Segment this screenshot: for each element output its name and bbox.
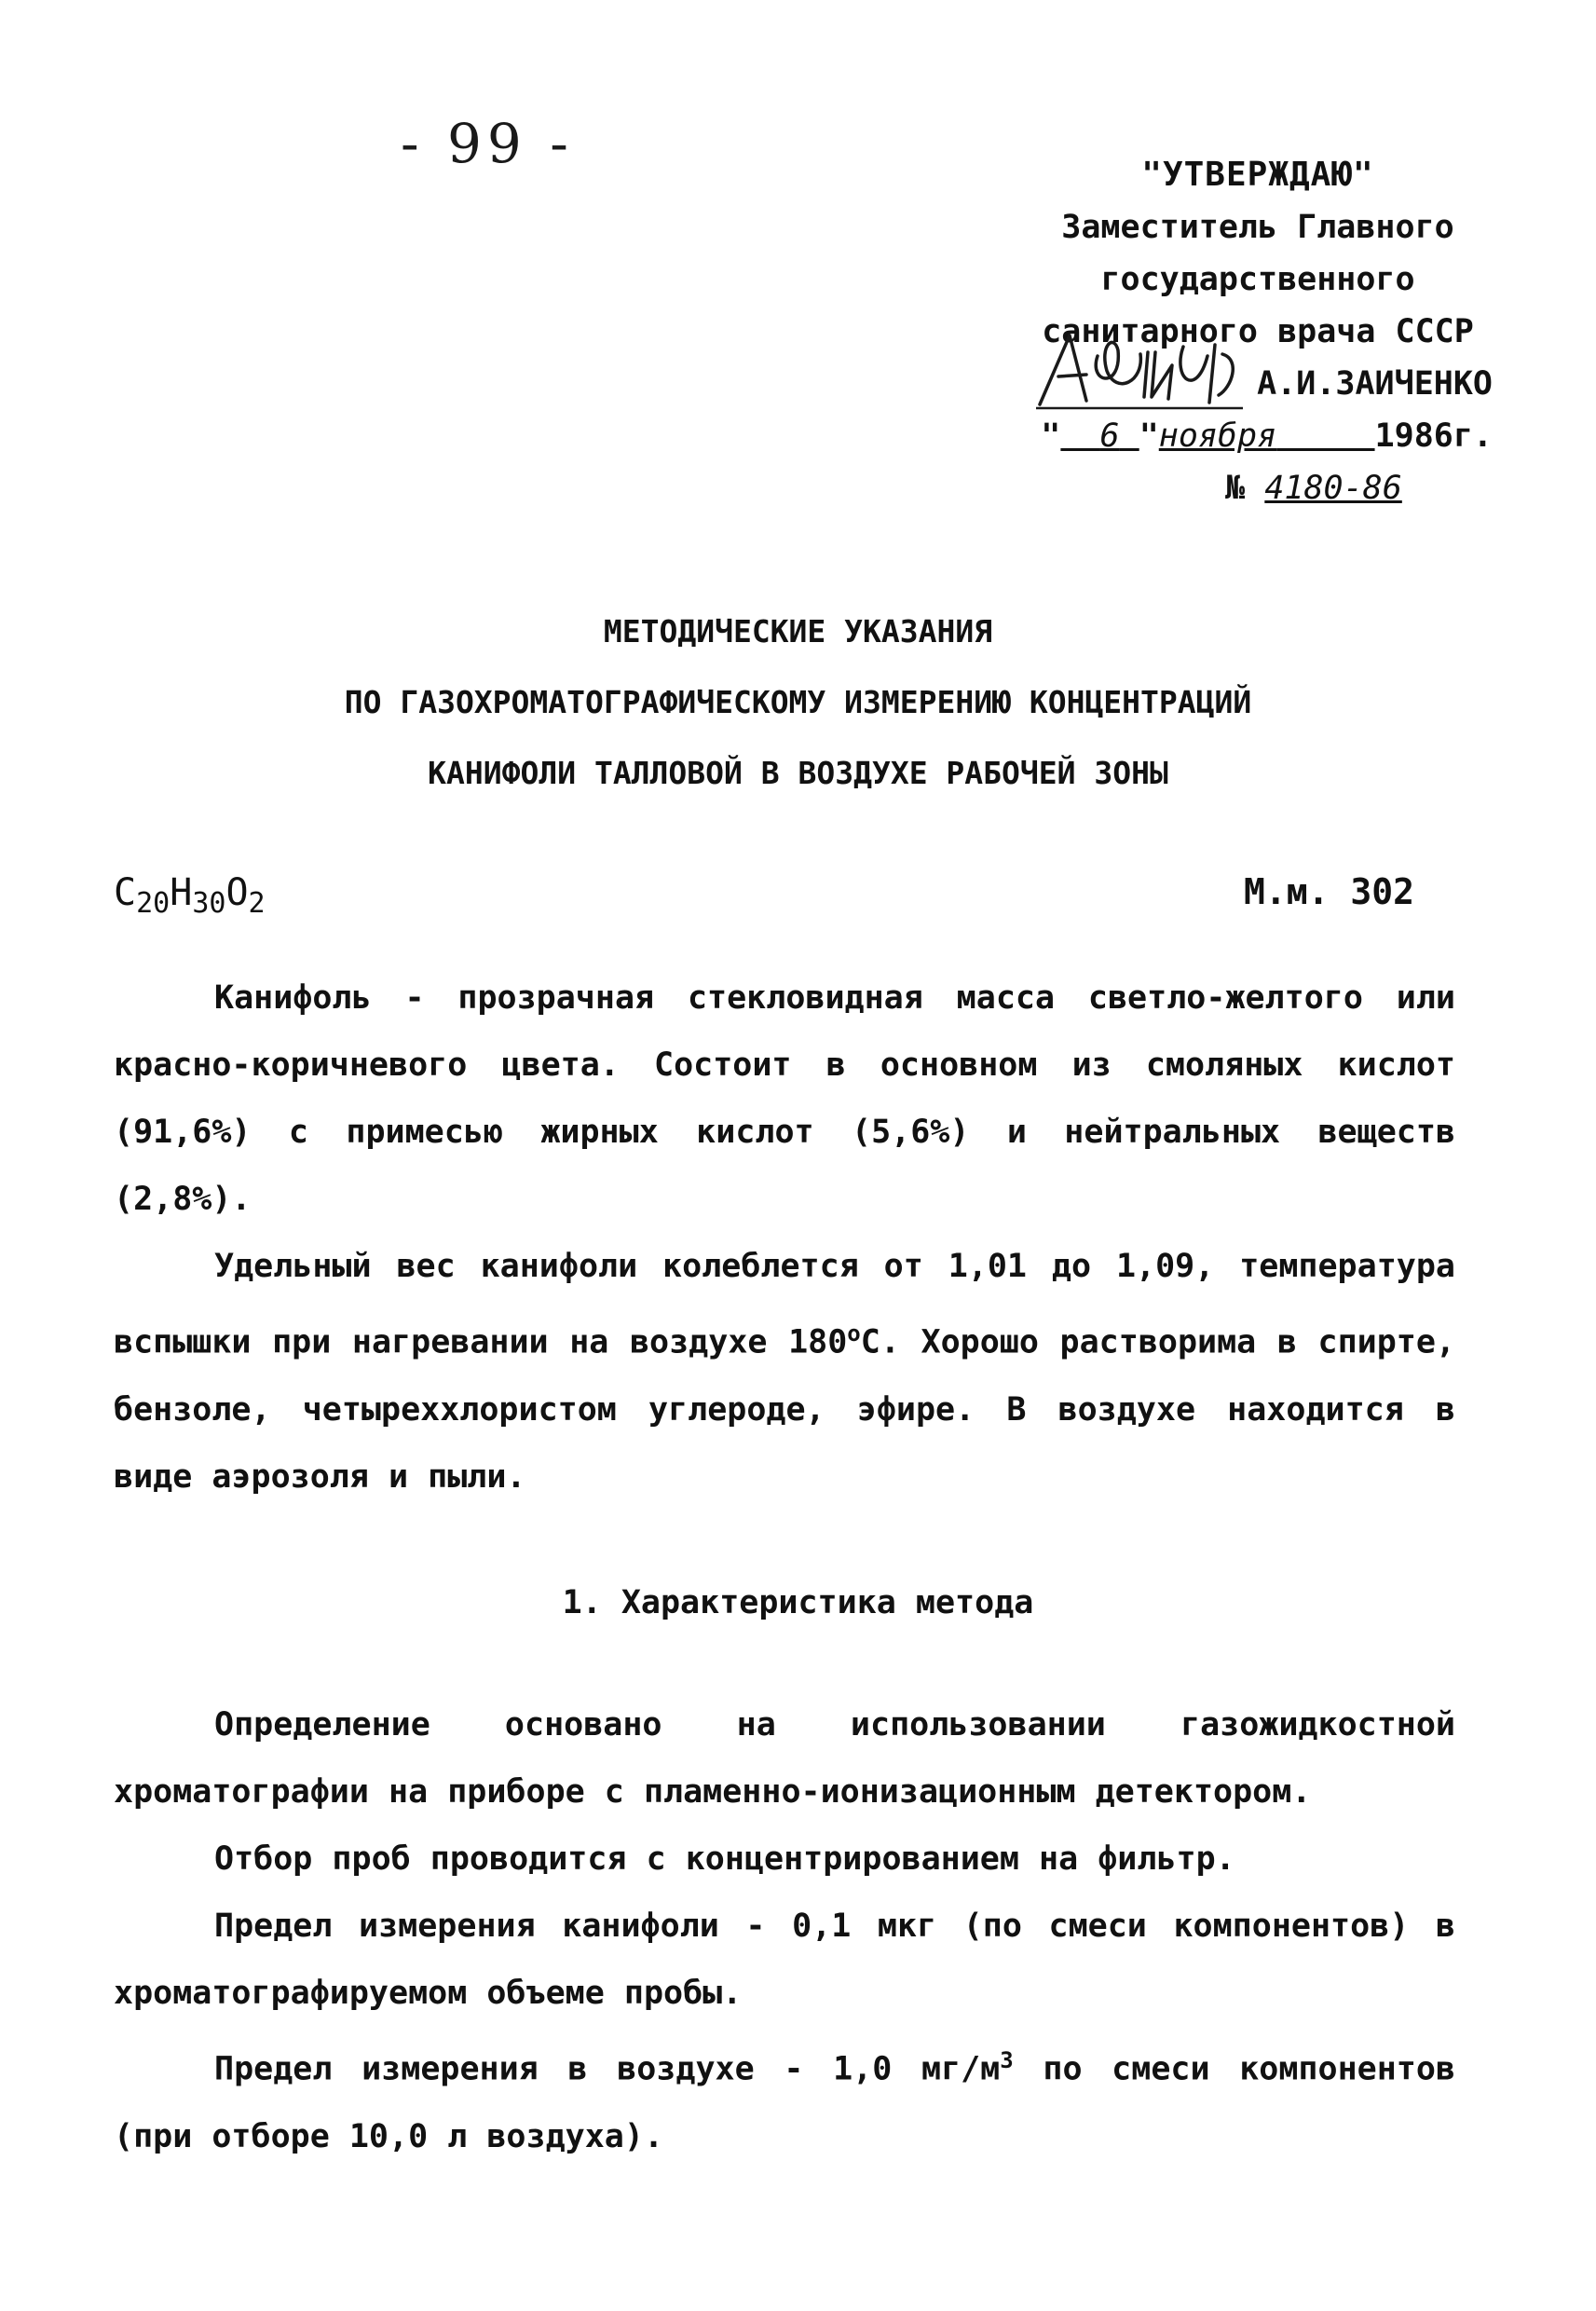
title-line-3: КАНИФОЛИ ТАЛЛОВОЙ В ВОЗДУХЕ РАБОЧЕЙ ЗОНЫ [428, 755, 1168, 791]
date-year: 1986г. [1374, 417, 1493, 455]
date-mid-quote: " [1139, 417, 1159, 455]
title-line-2: ПО ГАЗОХРОМАТОГРАФИЧЕСКОМУ ИЗМЕРЕНИЮ КОНЦЕНТРАЦИЙ [344, 684, 1252, 720]
signature-line [1016, 358, 1500, 410]
number-value: 4180-86 [1264, 470, 1402, 507]
intro-paragraph-2: Удельный вес канифоли колеблется от 1,01 до 1,09, температура вспышки при нагревании на воздухе $180^оС$. Хорошо растворима в спирте, бензоле, четыреххлористом углероде, эфире. В воздухе находится в виде аэрозоля и пыли. [114, 1248, 1456, 1496]
molecular-mass: М.м. 302 [1244, 871, 1415, 912]
approval-date [1016, 410, 1500, 462]
handwritten-signature [1032, 328, 1247, 417]
date-open-quote: " [1041, 417, 1061, 455]
section-heading: 1. Характеристика метода [562, 1584, 1034, 1621]
approval-number [1016, 462, 1500, 514]
method-paragraph-1: Определение основано на использовании газожидкостной хроматографии на приборе с пламенно-ионизационным детектором. [114, 1706, 1455, 1811]
document-title [0, 596, 1596, 809]
approval-stamp [1016, 149, 1500, 514]
title-line-1: МЕТОДИЧЕСКИЕ УКАЗАНИЯ [603, 613, 993, 650]
date-day: 6 [1099, 417, 1120, 455]
approval-line-sanitary: санитарного врача СССР [1042, 313, 1474, 350]
approval-title: "УТВЕРЖДАЮ" [1141, 156, 1374, 194]
approval-line-state: государственного [1100, 261, 1415, 298]
page-number: - 99 - [401, 112, 574, 175]
chemical-formula: $C_{20}H_{30}O_2$ [114, 871, 266, 920]
method-paragraph-2: Отбор проб проводится с концентрированием на фильтр. [214, 1840, 1235, 1878]
method-paragraph-3: Предел измерения канифоли - 0,1 мкг (по смеси компонентов) в хроматографируемом объеме пробы. [114, 1908, 1455, 2012]
intro-paragraph-1: Канифоль - прозрачная стекловидная масса светло-желтого или красно-коричневого цвета. Состоит в основном из смоляных кислот (91,6%) с примесью жирных кислот (5,6%) и нейтральных веществ (2,8%). [114, 979, 1455, 1218]
method-paragraph-4: Предел измерения в воздухе - 1,0 $мг/м^3$ по смеси компонентов (при отборе 10,0 л воздуха). [114, 2047, 1456, 2155]
method-section [114, 1691, 1455, 2170]
date-month: ноября [1158, 417, 1277, 455]
intro-section [114, 964, 1455, 1511]
approval-line-position: Заместитель Главного [1061, 209, 1454, 246]
number-sign: № [1225, 470, 1246, 507]
signatory-name: А.И.ЗАИЧЕНКО [1257, 365, 1493, 403]
